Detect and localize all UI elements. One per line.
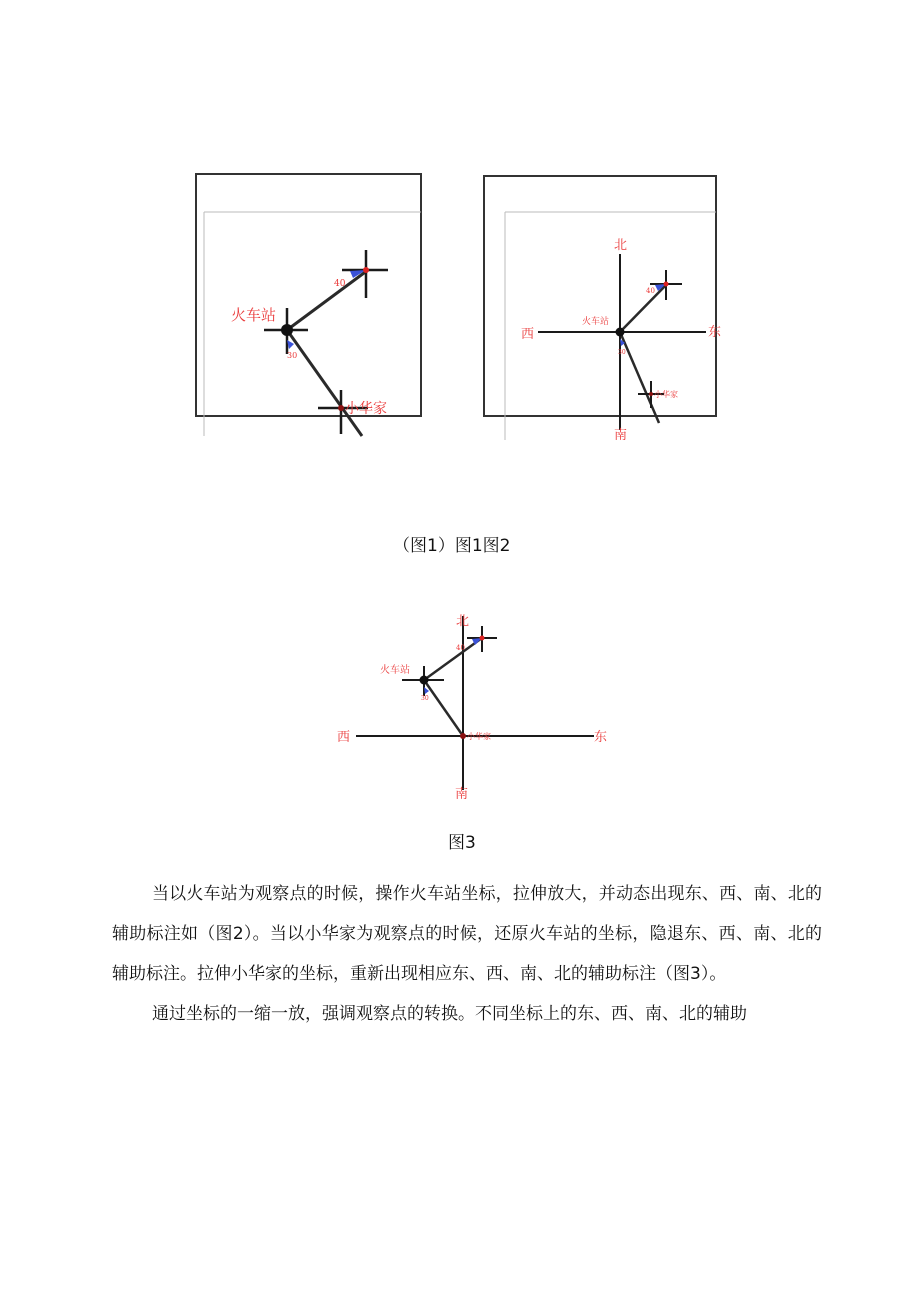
paragraph-2: 通过坐标的一缩一放，强调观察点的转换。不同坐标上的东、西、南、北的辅助 [152, 1004, 747, 1024]
angle-label-top: 40 [334, 279, 346, 289]
angle-label-top: 40 [456, 644, 465, 652]
paragraph-1: 当以火车站为观察点的时候，操作火车站坐标，拉伸放大，并动态出现东、西、南、北的辅助标注如（图2）。当以小华家为观察点的时候，还原火车站的坐标，隐退东、西、南、北的辅助标注。拉伸小华家的坐标，重新出现相应东、西、南、北的辅助标注（图3）。 [112, 884, 822, 984]
home-label: 小华家 [345, 401, 387, 417]
station-point [281, 324, 293, 336]
figure-1-frame [196, 174, 421, 416]
south-label: 南 [614, 428, 628, 443]
route-station-to-north [287, 270, 368, 330]
station-label: 火车站 [231, 306, 277, 324]
east-label: 东 [708, 325, 722, 340]
west-label: 西 [337, 730, 351, 745]
east-label: 东 [594, 730, 608, 745]
home-point [460, 733, 466, 739]
angle-label-top: 40 [646, 287, 655, 295]
station-label: 火车站 [582, 317, 610, 327]
figure-3 [332, 608, 614, 804]
north-label: 北 [456, 614, 470, 629]
home-label: 小华家 [467, 732, 491, 741]
body-text [112, 874, 822, 1034]
caption-top: （图1）图1图2 [393, 536, 511, 556]
figure-2 [478, 168, 732, 443]
figure-1 [190, 168, 435, 440]
angle-label-bottom: 30 [287, 351, 298, 360]
station-label: 火车站 [380, 665, 410, 676]
caption-fig3: 图3 [448, 833, 476, 853]
west-label: 西 [521, 327, 535, 342]
home-label: 小华家 [654, 390, 678, 399]
station-point [616, 328, 625, 337]
station-point [420, 676, 429, 685]
angle-label-bottom: 30 [618, 349, 626, 356]
route-station-to-home [287, 330, 362, 436]
south-label: 南 [455, 787, 469, 802]
angle-label-bottom: 30 [421, 695, 429, 702]
north-label: 北 [614, 238, 628, 253]
